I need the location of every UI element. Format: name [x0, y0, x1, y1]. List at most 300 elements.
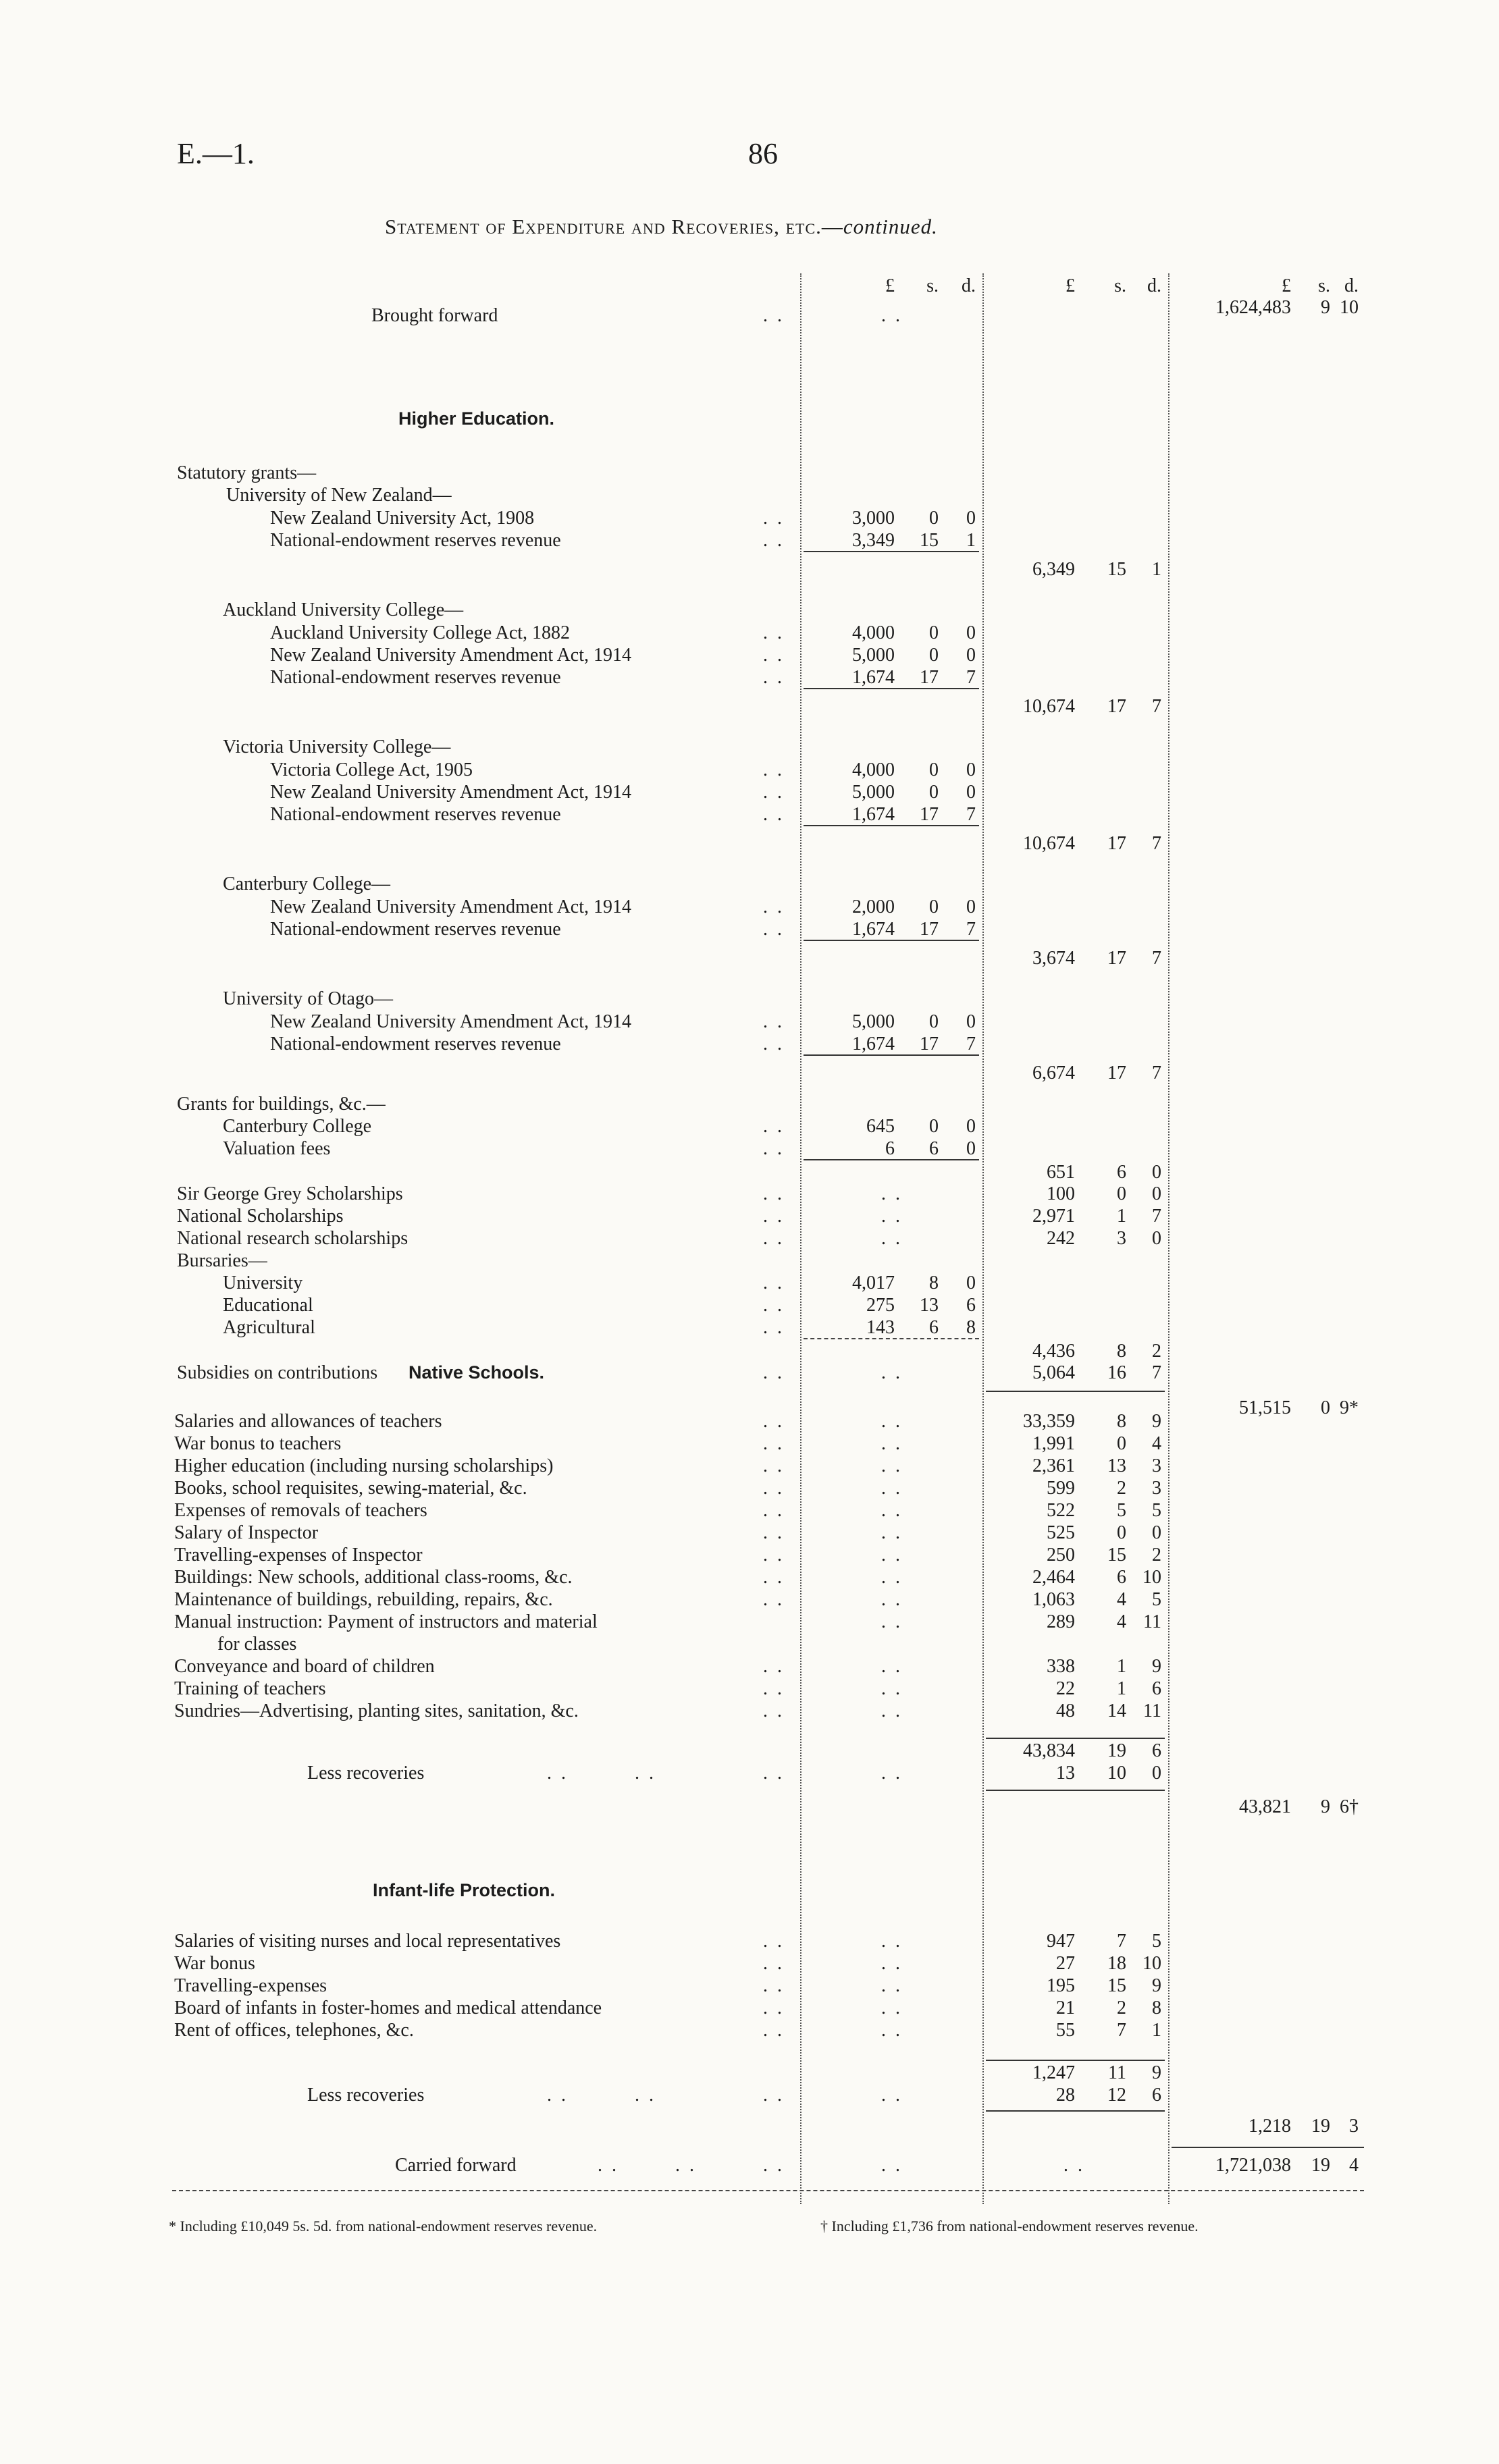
- leader-dots: ..: [881, 1567, 910, 1588]
- leader-dots: ..: [763, 1317, 791, 1338]
- line-item-pence: 6: [966, 1295, 976, 1316]
- manual-instruction-pounds: 289: [1047, 1611, 1075, 1632]
- line-item-pounds: 3,000: [852, 508, 895, 529]
- leader-dots: ..: [763, 622, 791, 643]
- line-item-pence: 8: [966, 1317, 976, 1338]
- line-item-shillings: 0: [929, 1011, 939, 1032]
- section-heading-native-schools: Native Schools.: [409, 1362, 545, 1383]
- leader-dots: ..: [1063, 2155, 1092, 2176]
- otago-total-shillings: 17: [1107, 1063, 1126, 1083]
- currency-header-c2: d.: [1147, 275, 1161, 296]
- victoria-total-shillings: 17: [1107, 833, 1126, 854]
- line-item-label: Books, school requisites, sewing-material, &c.: [174, 1478, 527, 1499]
- infant-less-recoveries-pounds: 28: [1056, 2085, 1075, 2106]
- leader-dots: ..: [763, 1656, 791, 1677]
- native-subtotal-pence: 6: [1152, 1740, 1161, 1761]
- subsidies-shillings: 16: [1107, 1362, 1126, 1383]
- leader-dots: ..: [763, 1522, 791, 1543]
- line-item-pence: 2: [1152, 1545, 1161, 1565]
- leader-dots: ..: [881, 1931, 910, 1952]
- total-rule: [804, 825, 979, 826]
- line-item-label: War bonus to teachers: [174, 1433, 342, 1454]
- leader-dots: ..: [881, 1998, 910, 2018]
- native-less-recoveries-pounds: 13: [1056, 1763, 1075, 1784]
- native-schools-total-pounds: 43,821: [1239, 1796, 1291, 1817]
- line-item-pence: 10: [1142, 1953, 1161, 1974]
- line-item-label: New Zealand University Act, 1908: [270, 508, 535, 529]
- leader-dots: ..: [881, 1522, 910, 1543]
- line-item-shillings: 0: [1117, 1522, 1126, 1543]
- page-title: Statement of Expenditure and Recoveries, etc.—continued.: [385, 215, 938, 238]
- leader-dots: ..: [763, 1763, 791, 1784]
- line-item-pounds: 6: [885, 1138, 895, 1159]
- line-item-pence: 3: [1152, 1478, 1161, 1499]
- line-item-pounds: 338: [1047, 1656, 1075, 1677]
- grants-total-pence: 0: [1152, 1162, 1161, 1183]
- leader-dots: ..: [763, 782, 791, 803]
- leader-dots: ..: [881, 1362, 910, 1383]
- leader-dots: ..: [881, 2020, 910, 2041]
- leader-dots: ..: [881, 1953, 910, 1974]
- total-rule: [804, 940, 979, 941]
- line-item-label: Sundries—Advertising, planting sites, sanitation, &c.: [174, 1700, 579, 1721]
- line-item-pence: 1: [1152, 2020, 1161, 2041]
- line-item-shillings: 8: [1117, 1411, 1126, 1432]
- nz-total-shillings: 15: [1107, 559, 1126, 580]
- line-item-shillings: 1: [1117, 1678, 1126, 1699]
- line-item-shillings: 1: [1117, 1206, 1126, 1227]
- line-item-shillings: 17: [920, 1034, 939, 1054]
- otago-total-pounds: 6,674: [1032, 1063, 1075, 1083]
- line-item-shillings: 18: [1107, 1953, 1126, 1974]
- infant-less-recoveries-shillings: 12: [1107, 2085, 1126, 2106]
- leader-dots: ..: [881, 2085, 910, 2106]
- line-item-label: New Zealand University Amendment Act, 1914: [270, 782, 631, 803]
- line-item-label: New Zealand University Amendment Act, 1914: [270, 896, 631, 917]
- leader-dots: ..: [763, 1273, 791, 1293]
- line-item-shillings: 17: [920, 804, 939, 825]
- line-item-label: Canterbury College: [223, 1116, 372, 1137]
- higher-education-total-shillings: 0: [1321, 1397, 1330, 1418]
- leader-dots: ..: [763, 1183, 791, 1204]
- leader-dots: ..: [763, 1011, 791, 1032]
- line-item-shillings: 0: [929, 508, 939, 529]
- brought-forward-pounds: 1,624,483: [1215, 297, 1291, 318]
- carried-forward-pounds: 1,721,038: [1215, 2155, 1291, 2176]
- leader-dots: ..: [547, 1763, 575, 1784]
- manual-instruction-pence: 11: [1143, 1611, 1161, 1632]
- subsidies-label: Subsidies on contributions: [177, 1362, 378, 1383]
- leader-dots: ..: [635, 2085, 663, 2106]
- line-item-pence: 6: [1152, 1678, 1161, 1699]
- native-schools-total-pence: 6†: [1340, 1796, 1359, 1817]
- line-item-pounds: 522: [1047, 1500, 1075, 1521]
- brought-forward-label: Brought forward: [371, 305, 498, 326]
- leader-dots: ..: [763, 1700, 791, 1721]
- line-item-pounds: 5,000: [852, 782, 895, 803]
- bursaries-label: Bursaries—: [177, 1250, 267, 1271]
- canterbury-total-shillings: 17: [1107, 948, 1126, 969]
- line-item-pounds: 100: [1047, 1183, 1075, 1204]
- page-number: 86: [748, 137, 778, 170]
- currency-header-c2: s.: [1114, 275, 1126, 296]
- leader-dots: ..: [881, 1700, 910, 1721]
- leader-dots: ..: [881, 1678, 910, 1699]
- infant-life-total-shillings: 19: [1311, 2116, 1330, 2137]
- line-item-pence: 0: [966, 782, 976, 803]
- leader-dots: ..: [547, 2085, 575, 2106]
- subsidies-pounds: 5,064: [1032, 1362, 1075, 1383]
- currency-header-c1: £: [885, 275, 895, 296]
- leader-dots: ..: [763, 1953, 791, 1974]
- auckland-label: Auckland University College—: [223, 599, 464, 620]
- leader-dots: ..: [763, 1478, 791, 1499]
- line-item-label: War bonus: [174, 1953, 255, 1974]
- footnote-star: * Including £10,049 5s. 5d. from national-endowment reserves revenue.: [169, 2218, 598, 2234]
- line-item-pence: 7: [966, 1034, 976, 1054]
- line-item-pounds: 2,464: [1032, 1567, 1075, 1588]
- leader-dots: ..: [763, 1545, 791, 1565]
- line-item-label: Travelling-expenses of Inspector: [174, 1545, 423, 1565]
- line-item-shillings: 0: [929, 896, 939, 917]
- grants-total-pounds: 651: [1047, 1162, 1075, 1183]
- line-item-pence: 7: [966, 667, 976, 688]
- victoria-label: Victoria University College—: [223, 736, 451, 757]
- leader-dots: ..: [763, 667, 791, 688]
- line-item-label: Conveyance and board of children: [174, 1656, 435, 1677]
- infant-life-total-pounds: 1,218: [1248, 2116, 1291, 2137]
- leader-dots: ..: [763, 1116, 791, 1137]
- leader-dots: ..: [763, 1138, 791, 1159]
- leader-dots: ..: [763, 1362, 791, 1383]
- line-item-pence: 0: [966, 1138, 976, 1159]
- total-rule: [986, 2110, 1165, 2112]
- leader-dots: ..: [881, 1433, 910, 1454]
- leader-dots: ..: [881, 1183, 910, 1204]
- report-reference: E.—1.: [177, 137, 255, 170]
- line-item-label: National Scholarships: [177, 1206, 344, 1227]
- native-less-recoveries-label: Less recoveries: [307, 1763, 425, 1784]
- higher-education-total-pence: 9*: [1340, 1397, 1359, 1418]
- currency-header-c3: s.: [1318, 275, 1330, 296]
- native-subtotal-pounds: 43,834: [1023, 1740, 1075, 1761]
- leader-dots: ..: [881, 1656, 910, 1677]
- leader-dots: ..: [763, 1678, 791, 1699]
- line-item-pounds: 1,063: [1032, 1589, 1075, 1610]
- leader-dots: ..: [763, 2155, 791, 2176]
- leader-dots: ..: [881, 1411, 910, 1432]
- infant-subtotal-pounds: 1,247: [1032, 2062, 1075, 2083]
- leader-dots: ..: [881, 1763, 910, 1784]
- leader-dots: ..: [881, 1589, 910, 1610]
- line-item-shillings: 0: [929, 622, 939, 643]
- line-item-label: Sir George Grey Scholarships: [177, 1183, 403, 1204]
- line-item-shillings: 0: [929, 782, 939, 803]
- line-item-shillings: 2: [1117, 1998, 1126, 2018]
- line-item-pence: 0: [966, 1011, 976, 1032]
- leader-dots: ..: [763, 1931, 791, 1952]
- leader-dots: ..: [763, 1433, 791, 1454]
- line-item-label: Educational: [223, 1295, 313, 1316]
- leader-dots: ..: [881, 305, 910, 326]
- section-heading-infant-life: Infant-life Protection.: [373, 1880, 555, 1900]
- line-item-shillings: 8: [929, 1273, 939, 1293]
- line-item-label: National-endowment reserves revenue: [270, 804, 561, 825]
- auckland-total-pounds: 10,674: [1023, 696, 1075, 717]
- line-item-shillings: 4: [1117, 1589, 1126, 1610]
- line-item-pounds: 242: [1047, 1228, 1075, 1249]
- line-item-pence: 9: [1152, 1656, 1161, 1677]
- line-item-label: Salaries and allowances of teachers: [174, 1411, 442, 1432]
- leader-dots: ..: [763, 1500, 791, 1521]
- line-item-shillings: 0: [1117, 1183, 1126, 1204]
- line-item-label: Maintenance of buildings, rebuilding, repairs, &c.: [174, 1589, 553, 1610]
- bursaries-total-pence: 2: [1152, 1341, 1161, 1362]
- line-item-pence: 0: [966, 759, 976, 780]
- section-heading-higher-education: Higher Education.: [398, 408, 555, 429]
- line-item-pounds: 195: [1047, 1975, 1075, 1996]
- line-item-shillings: 0: [1117, 1433, 1126, 1454]
- line-item-pounds: 250: [1047, 1545, 1075, 1565]
- leader-dots: ..: [763, 508, 791, 529]
- line-item-pounds: 3,349: [852, 530, 895, 551]
- line-item-pounds: 48: [1056, 1700, 1075, 1721]
- canterbury-total-pounds: 3,674: [1032, 948, 1075, 969]
- column-rule-1: [800, 273, 801, 2204]
- line-item-label: Auckland University College Act, 1882: [270, 622, 571, 643]
- line-item-shillings: 0: [929, 1116, 939, 1137]
- line-item-shillings: 7: [1117, 1931, 1126, 1952]
- victoria-total-pence: 7: [1152, 833, 1161, 854]
- line-item-label: Victoria College Act, 1905: [270, 759, 473, 780]
- currency-header-c1: d.: [962, 275, 976, 296]
- infant-subtotal-shillings: 11: [1108, 2062, 1126, 2083]
- leader-dots: ..: [763, 645, 791, 666]
- infant-life-total-pence: 3: [1349, 2116, 1359, 2137]
- line-item-pounds: 1,674: [852, 919, 895, 940]
- line-item-shillings: 15: [920, 530, 939, 551]
- line-item-pounds: 1,674: [852, 667, 895, 688]
- leader-dots: ..: [763, 1998, 791, 2018]
- line-item-pounds: 5,000: [852, 1011, 895, 1032]
- line-item-pence: 4: [1152, 1433, 1161, 1454]
- line-item-pence: 0: [966, 896, 976, 917]
- line-item-pence: 0: [966, 508, 976, 529]
- line-item-label: Higher education (including nursing scholarships): [174, 1455, 554, 1476]
- line-item-shillings: 6: [929, 1317, 939, 1338]
- leader-dots: ..: [881, 1545, 910, 1565]
- bottom-dashed-rule: [172, 2190, 1364, 2191]
- line-item-pence: 5: [1152, 1589, 1161, 1610]
- leader-dots: ..: [763, 1567, 791, 1588]
- line-item-label: Rent of offices, telephones, &c.: [174, 2020, 414, 2041]
- line-item-label: National-endowment reserves revenue: [270, 1034, 561, 1054]
- manual-instruction-label-cont: for classes: [217, 1634, 297, 1655]
- leader-dots: ..: [763, 804, 791, 825]
- native-subtotal-shillings: 19: [1107, 1740, 1126, 1761]
- line-item-shillings: 13: [920, 1295, 939, 1316]
- otago-total-pence: 7: [1152, 1063, 1161, 1083]
- leader-dots: ..: [763, 1034, 791, 1054]
- leader-dots: ..: [881, 1478, 910, 1499]
- line-item-pounds: 1,991: [1032, 1433, 1075, 1454]
- line-item-shillings: 0: [929, 759, 939, 780]
- line-item-pence: 5: [1152, 1931, 1161, 1952]
- line-item-shillings: 5: [1117, 1500, 1126, 1521]
- line-item-pence: 7: [966, 804, 976, 825]
- line-item-pounds: 4,017: [852, 1273, 895, 1293]
- line-item-label: Salaries of visiting nurses and local representatives: [174, 1931, 561, 1952]
- footnote-dagger: † Including £1,736 from national-endowment reserves revenue.: [820, 2218, 1199, 2234]
- leader-dots: ..: [881, 1500, 910, 1521]
- total-rule: [986, 2060, 1165, 2061]
- line-item-pounds: 4,000: [852, 622, 895, 643]
- line-item-shillings: 13: [1107, 1455, 1126, 1476]
- leader-dots: ..: [598, 2155, 626, 2176]
- line-item-label: National research scholarships: [177, 1228, 409, 1249]
- brought-forward-shillings: 9: [1321, 297, 1330, 318]
- carried-forward-shillings: 19: [1311, 2155, 1330, 2176]
- total-rule: [804, 551, 979, 552]
- carried-forward-label: Carried forward: [395, 2155, 517, 2176]
- native-less-recoveries-pence: 0: [1152, 1763, 1161, 1784]
- statutory-grants-label: Statutory grants—: [177, 462, 317, 483]
- leader-dots: ..: [635, 1763, 663, 1784]
- leader-dots: ..: [881, 1611, 910, 1632]
- bursaries-total-shillings: 8: [1117, 1341, 1126, 1362]
- currency-header-c2: £: [1066, 275, 1075, 296]
- total-rule: [986, 1790, 1165, 1791]
- subsidies-pence: 7: [1152, 1362, 1161, 1383]
- native-less-recoveries-shillings: 10: [1107, 1763, 1126, 1784]
- line-item-pence: 9: [1152, 1975, 1161, 1996]
- line-item-pence: 5: [1152, 1500, 1161, 1521]
- line-item-label: National-endowment reserves revenue: [270, 667, 561, 688]
- line-item-pounds: 525: [1047, 1522, 1075, 1543]
- line-item-pence: 8: [1152, 1998, 1161, 2018]
- currency-header-c3: £: [1282, 275, 1291, 296]
- line-item-label: New Zealand University Amendment Act, 1914: [270, 1011, 631, 1032]
- line-item-shillings: 1: [1117, 1656, 1126, 1677]
- leader-dots: ..: [881, 2155, 910, 2176]
- leader-dots: ..: [763, 1295, 791, 1316]
- brought-forward-pence: 10: [1340, 297, 1359, 318]
- leader-dots: ..: [763, 919, 791, 940]
- total-rule: [986, 1391, 1165, 1392]
- currency-header-c1: s.: [926, 275, 939, 296]
- line-item-pounds: 55: [1056, 2020, 1075, 2041]
- line-item-pence: 0: [1152, 1183, 1161, 1204]
- victoria-total-pounds: 10,674: [1023, 833, 1075, 854]
- line-item-pence: 9: [1152, 1411, 1161, 1432]
- line-item-pounds: 645: [866, 1116, 895, 1137]
- line-item-pounds: 22: [1056, 1678, 1075, 1699]
- line-item-shillings: 17: [920, 919, 939, 940]
- canterbury-total-pence: 7: [1152, 948, 1161, 969]
- line-item-pounds: 1,674: [852, 1034, 895, 1054]
- manual-instruction-shillings: 4: [1117, 1611, 1126, 1632]
- line-item-label: University: [223, 1273, 303, 1293]
- line-item-pence: 1: [966, 530, 976, 551]
- nz-university-label: University of New Zealand—: [226, 485, 452, 506]
- carried-forward-pence: 4: [1349, 2155, 1359, 2176]
- total-rule: [804, 1054, 979, 1056]
- line-item-pounds: 2,361: [1032, 1455, 1075, 1476]
- line-item-pounds: 599: [1047, 1478, 1075, 1499]
- native-schools-total-shillings: 9: [1321, 1796, 1330, 1817]
- line-item-pence: 7: [1152, 1206, 1161, 1227]
- leader-dots: ..: [763, 2085, 791, 2106]
- leader-dots: ..: [763, 1206, 791, 1227]
- line-item-shillings: 7: [1117, 2020, 1126, 2041]
- line-item-pence: 11: [1143, 1700, 1161, 1721]
- line-item-label: Salary of Inspector: [174, 1522, 319, 1543]
- higher-education-total-pounds: 51,515: [1239, 1397, 1291, 1418]
- leader-dots: ..: [881, 1228, 910, 1249]
- line-item-pounds: 5,000: [852, 645, 895, 666]
- leader-dots: ..: [763, 305, 791, 326]
- leader-dots: ..: [881, 1455, 910, 1476]
- line-item-pence: 0: [1152, 1228, 1161, 1249]
- canterbury-label: Canterbury College—: [223, 874, 391, 894]
- auckland-total-shillings: 17: [1107, 696, 1126, 717]
- leader-dots: ..: [763, 530, 791, 551]
- line-item-shillings: 0: [929, 645, 939, 666]
- infant-less-recoveries-pence: 6: [1152, 2085, 1161, 2106]
- line-item-label: Expenses of removals of teachers: [174, 1500, 427, 1521]
- line-item-pounds: 27: [1056, 1953, 1075, 1974]
- leader-dots: ..: [763, 1455, 791, 1476]
- total-rule: [804, 688, 979, 689]
- line-item-label: National-endowment reserves revenue: [270, 919, 561, 940]
- line-item-pounds: 2,971: [1032, 1206, 1075, 1227]
- line-item-label: New Zealand University Amendment Act, 1914: [270, 645, 631, 666]
- line-item-pounds: 275: [866, 1295, 895, 1316]
- line-item-shillings: 15: [1107, 1545, 1126, 1565]
- leader-dots: ..: [763, 759, 791, 780]
- leader-dots: ..: [763, 1589, 791, 1610]
- line-item-pence: 0: [1152, 1522, 1161, 1543]
- line-item-label: Buildings: New schools, additional class-rooms, &c.: [174, 1567, 573, 1588]
- currency-header-c3: d.: [1344, 275, 1359, 296]
- leader-dots: ..: [763, 1228, 791, 1249]
- leader-dots: ..: [763, 1975, 791, 1996]
- line-item-pounds: 143: [866, 1317, 895, 1338]
- leader-dots: ..: [881, 1975, 910, 1996]
- line-item-pence: 0: [966, 645, 976, 666]
- line-item-shillings: 2: [1117, 1478, 1126, 1499]
- line-item-pounds: 21: [1056, 1998, 1075, 2018]
- line-item-pounds: 2,000: [852, 896, 895, 917]
- bursaries-total-pounds: 4,436: [1032, 1341, 1075, 1362]
- line-item-pounds: 4,000: [852, 759, 895, 780]
- line-item-label: Valuation fees: [223, 1138, 331, 1159]
- line-item-shillings: 15: [1107, 1975, 1126, 1996]
- nz-total-pence: 1: [1152, 559, 1161, 580]
- leader-dots: ..: [675, 2155, 704, 2176]
- line-item-shillings: 3: [1117, 1228, 1126, 1249]
- line-item-pence: 10: [1142, 1567, 1161, 1588]
- line-item-shillings: 14: [1107, 1700, 1126, 1721]
- total-rule: [804, 1159, 979, 1160]
- line-item-label: Agricultural: [223, 1317, 315, 1338]
- leader-dots: ..: [763, 1411, 791, 1432]
- line-item-label: Board of infants in foster-homes and medical attendance: [174, 1998, 602, 2018]
- leader-dots: ..: [763, 2020, 791, 2041]
- line-item-pence: 0: [966, 622, 976, 643]
- line-item-pounds: 947: [1047, 1931, 1075, 1952]
- manual-instruction-label: Manual instruction: Payment of instructors and material: [174, 1611, 598, 1632]
